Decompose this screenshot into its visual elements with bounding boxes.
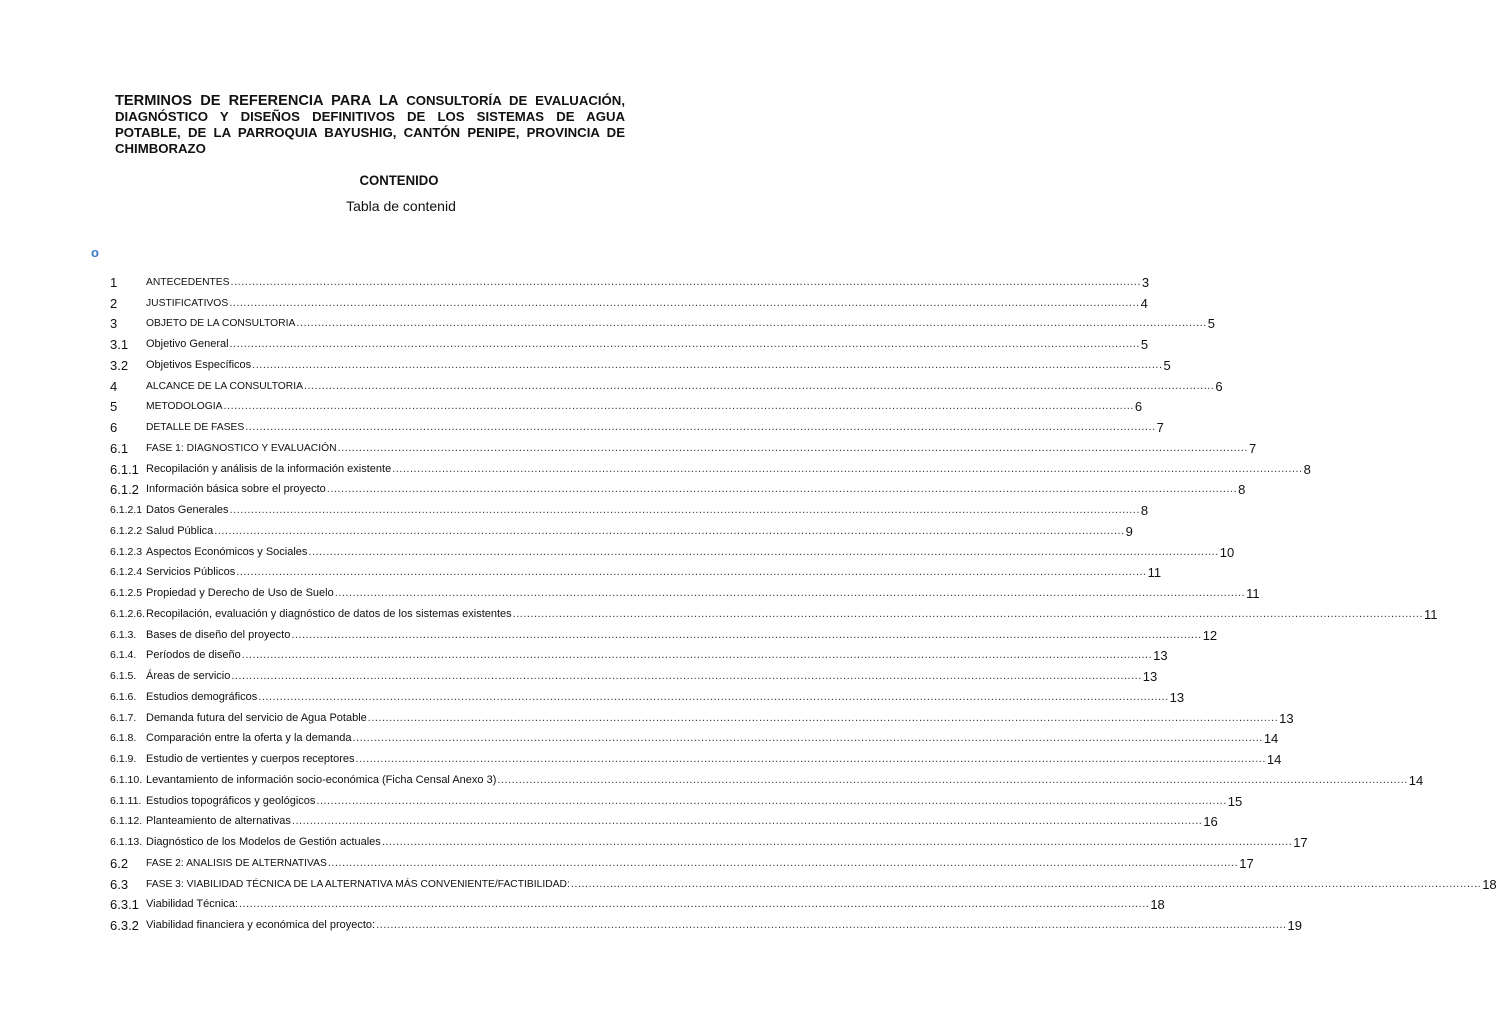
toc-dot-leader xyxy=(296,317,1206,330)
toc-entry-page: 7 xyxy=(1248,440,1257,456)
toc-entry-number: 6.3.1 xyxy=(110,897,139,913)
toc-entry-page: 12 xyxy=(1202,627,1218,643)
toc-entry[interactable] xyxy=(110,662,1158,684)
toc-entry-number: 6.1.10. xyxy=(110,773,143,786)
toc-entry[interactable] xyxy=(110,808,1218,830)
toc-entry[interactable] xyxy=(110,600,1438,622)
toc-entry-title: Bases de diseño del proyecto xyxy=(146,628,291,641)
toc-entry[interactable] xyxy=(110,496,1149,518)
toc-entry-page: 8 xyxy=(1140,503,1149,518)
toc-entry-title: Áreas de servicio xyxy=(146,670,231,682)
toc-entry-number: 3.1 xyxy=(110,337,129,352)
toc-entry[interactable] xyxy=(110,745,1282,767)
toc-entry-number: 6.1.6. xyxy=(110,690,137,703)
toc-entry[interactable] xyxy=(110,434,1257,456)
toc-entry-number: 6.1.9. xyxy=(110,753,137,765)
toc-entry-number: 6.1.2 xyxy=(110,482,139,498)
toc-entry-page: 17 xyxy=(1239,855,1254,871)
toc-entry-title: Estudios topográficos y geológicos xyxy=(146,794,316,807)
toc-entry-title: Recopilación, evaluación y diagnóstico de datos de los sistemas existentes xyxy=(146,607,512,620)
toc-dot-leader xyxy=(242,649,1152,662)
toc-dot-leader xyxy=(291,629,1201,642)
toc-entry-title: ANTECEDENTES xyxy=(146,276,230,288)
toc-entry-page: 13 xyxy=(1142,669,1158,684)
title-part-1: TERMINOS DE REFERENCIA PARA LA xyxy=(115,93,399,109)
toc-entry-title: Objetivo General xyxy=(146,338,229,350)
toc-dot-leader xyxy=(304,380,1214,393)
toc-entry[interactable] xyxy=(110,268,1150,290)
toc-entry[interactable] xyxy=(110,787,1243,809)
toc-entry-page: 13 xyxy=(1153,648,1168,664)
toc-entry-title: Viabilidad Técnica: xyxy=(146,898,238,911)
toc-entry-title: FASE 3: VIABILIDAD TÉCNICA DE LA ALTERNATIVA MÁS CONVENIENTE/FACTIBILIDAD: xyxy=(146,878,570,890)
toc-dot-leader xyxy=(382,836,1292,849)
toc-entry-page: 13 xyxy=(1279,710,1294,726)
toc-entry-title: Levantamiento de información socio-económica (Ficha Censal Anexo 3) xyxy=(146,773,497,786)
toc-dot-leader xyxy=(328,857,1238,870)
toc-entry-page: 18 xyxy=(1482,876,1497,892)
toc-entry-title: FASE 2: ANALISIS DE ALTERNATIVAS xyxy=(146,857,327,869)
toc-dot-leader xyxy=(335,587,1245,600)
toc-entry-number: 6.1.2.6. xyxy=(110,607,146,620)
toc-entry[interactable] xyxy=(110,476,1246,498)
toc-entry[interactable] xyxy=(110,725,1279,747)
toc-entry-title: Recopilación y análisis de la información existente xyxy=(146,462,392,475)
toc-entry-title: METODOLOGIA xyxy=(146,401,223,413)
toc-entry-page: 6 xyxy=(1134,399,1143,415)
toc-dot-leader xyxy=(230,504,1140,517)
toc-entry[interactable] xyxy=(110,642,1168,664)
toc-entry-number: 3 xyxy=(110,316,118,332)
toc-entry-page: 11 xyxy=(1147,565,1162,581)
toc-entry-page: 11 xyxy=(1246,586,1260,601)
toc-entry[interactable] xyxy=(110,289,1148,311)
toc-entry-title: ALCANCE DE LA CONSULTORIA xyxy=(146,380,303,392)
toc-entry-number: 6.3 xyxy=(110,876,129,892)
toc-entry[interactable] xyxy=(110,351,1171,373)
toc-dot-leader xyxy=(239,898,1149,911)
toc-entry-title: Servicios Públicos xyxy=(146,566,236,579)
toc-entry-page: 5 xyxy=(1163,357,1171,373)
toc-subheading: Tabla de contenid xyxy=(346,198,456,214)
toc-dot-leader xyxy=(252,359,1162,372)
toc-entry-number: 6.1.2.5 xyxy=(110,587,143,599)
toc-dot-leader xyxy=(292,815,1202,828)
document-title xyxy=(115,93,625,157)
toc-dot-leader xyxy=(214,525,1124,538)
toc-entry-page: 6 xyxy=(1215,378,1223,394)
toc-entry-page: 3 xyxy=(1141,274,1150,290)
toc-dot-leader xyxy=(258,691,1168,704)
toc-dot-leader xyxy=(308,546,1218,559)
toc-dot-leader xyxy=(230,338,1140,351)
toc-dot-leader xyxy=(513,608,1423,621)
toc-entry-number: 6.1.2.3 xyxy=(110,545,143,558)
toc-dot-leader xyxy=(316,795,1226,808)
toc-entry-number: 3.2 xyxy=(110,357,129,373)
toc-entry-page: 17 xyxy=(1293,835,1308,850)
toc-entry-title: Demanda futura del servicio de Agua Potable xyxy=(146,711,367,724)
toc-entry-number: 6.1.2.2 xyxy=(110,524,143,537)
toc-entry-number: 6.1 xyxy=(110,440,129,456)
toc-entry-number: 6.1.4. xyxy=(110,649,137,662)
toc-entry[interactable] xyxy=(110,849,1254,871)
toc-entry-page: 15 xyxy=(1227,793,1243,809)
toc-entry[interactable] xyxy=(110,766,1424,788)
toc-entry[interactable] xyxy=(110,330,1149,352)
toc-dot-leader xyxy=(368,712,1278,725)
toc-entry[interactable] xyxy=(110,372,1223,394)
toc-entry-page: 10 xyxy=(1219,544,1235,560)
toc-entry[interactable] xyxy=(110,393,1143,415)
contents-heading-block xyxy=(0,172,768,214)
toc-entry-title: Aspectos Económicos y Sociales xyxy=(146,545,308,558)
toc-entry-title: Datos Generales xyxy=(146,504,229,516)
toc-entry-page: 11 xyxy=(1424,606,1438,622)
toc-entry-page: 5 xyxy=(1140,337,1149,352)
toc-dot-leader xyxy=(231,276,1141,289)
toc-entry-title: Estudio de vertientes y cuerpos receptores xyxy=(146,753,355,765)
toc-dot-leader xyxy=(356,753,1266,766)
toc-dot-leader xyxy=(229,297,1139,310)
toc-entry-number: 4 xyxy=(110,378,118,394)
toc-entry-number: 1 xyxy=(110,274,118,290)
toc-entry-page: 19 xyxy=(1287,918,1302,933)
toc-dot-leader xyxy=(338,442,1248,455)
toc-entry-number: 6.1.8. xyxy=(110,732,137,745)
toc-entry-title: Estudios demográficos xyxy=(146,690,258,703)
toc-entry[interactable] xyxy=(110,621,1218,643)
toc-entry-title: Propiedad y Derecho de Uso de Suelo xyxy=(146,587,334,599)
toc-entry-page: 18 xyxy=(1150,897,1165,913)
toc-entry-number: 6.3.2 xyxy=(110,918,139,933)
toc-entry-title: Viabilidad financiera y económica del proyecto: xyxy=(146,919,376,931)
toc-entry-page: 8 xyxy=(1238,482,1246,498)
toc-entry-title: DETALLE DE FASES xyxy=(146,422,245,433)
toc-dot-leader xyxy=(571,878,1481,891)
toc-entry[interactable] xyxy=(110,683,1185,705)
toc-entry-title: Objetivos Específicos xyxy=(146,358,252,371)
toc-entry-number: 6.1.13. xyxy=(110,836,143,848)
toc-entry[interactable] xyxy=(110,870,1497,892)
toc-entry[interactable] xyxy=(110,310,1215,332)
toc-entry-number: 6.1.2.4 xyxy=(110,566,143,579)
toc-entry-number: 2 xyxy=(110,295,118,311)
toc-entry-title: Planteamiento de alternativas xyxy=(146,815,291,828)
toc-entry-title: Comparación entre la oferta y la demanda xyxy=(146,732,352,745)
toc-entry[interactable] xyxy=(110,517,1133,539)
stray-character: o xyxy=(91,245,99,260)
toc-entry-page: 4 xyxy=(1140,295,1148,311)
toc-entry[interactable] xyxy=(110,559,1162,581)
toc-entry[interactable] xyxy=(110,911,1302,933)
toc-entry-number: 6.1.11. xyxy=(110,794,142,807)
toc-entry-page: 9 xyxy=(1125,523,1133,539)
toc-entry[interactable] xyxy=(110,579,1260,601)
toc-entry-page: 5 xyxy=(1207,316,1215,332)
title-part-2: CONSULTORÍA DE EVALUACIÓN, DIAGNÓSTICO Y DISEÑOS DEFINITIVOS DE LOS SISTEMAS DE AGUA POTABLE, DE LA PARROQUIA BAYUSHIG, CANTÓN PENIPE, PROVINCIA DE CHIMBORAZO xyxy=(115,93,625,156)
toc-entry[interactable] xyxy=(110,455,1311,477)
toc-entry-page: 16 xyxy=(1203,814,1218,830)
toc-entry-number: 5 xyxy=(110,399,118,415)
toc-dot-leader xyxy=(231,670,1141,683)
toc-dot-leader xyxy=(327,483,1237,496)
table-of-contents xyxy=(110,268,1497,933)
toc-entry[interactable] xyxy=(110,828,1308,850)
toc-entry-number: 6 xyxy=(110,420,118,435)
toc-entry-number: 6.1.12. xyxy=(110,815,143,828)
toc-entry-number: 6.1.1 xyxy=(110,461,139,477)
toc-entry[interactable] xyxy=(110,704,1294,726)
toc-entry-title: JUSTIFICATIVOS xyxy=(146,297,229,309)
toc-dot-leader xyxy=(497,774,1407,787)
toc-entry-page: 13 xyxy=(1169,689,1185,705)
toc-entry-title: Información básica sobre el proyecto xyxy=(146,483,326,496)
toc-entry-title: Períodos de diseño xyxy=(146,649,241,662)
toc-entry-page: 14 xyxy=(1408,772,1424,788)
toc-entry-number: 6.1.5. xyxy=(110,670,137,682)
toc-entry[interactable] xyxy=(110,891,1165,913)
toc-entry-page: 8 xyxy=(1303,461,1311,477)
toc-entry-page: 14 xyxy=(1266,752,1282,767)
toc-entry-number: 6.1.2.1 xyxy=(110,504,143,516)
toc-dot-leader xyxy=(223,400,1133,413)
toc-entry[interactable] xyxy=(110,413,1164,435)
toc-entry-page: 14 xyxy=(1263,731,1279,747)
contents-heading: CONTENIDO xyxy=(359,172,439,188)
toc-dot-leader xyxy=(352,732,1262,745)
toc-entry-number: 6.1.7. xyxy=(110,711,137,724)
toc-entry-number: 6.2 xyxy=(110,855,129,871)
toc-dot-leader xyxy=(392,463,1302,476)
toc-dot-leader xyxy=(245,421,1155,434)
toc-entry-title: FASE 1: DIAGNOSTICO Y EVALUACIÓN xyxy=(146,442,337,454)
toc-dot-leader xyxy=(376,919,1286,932)
toc-entry-title: Salud Pública xyxy=(146,524,214,537)
toc-entry-title: OBJETO DE LA CONSULTORIA xyxy=(146,318,296,330)
toc-entry[interactable] xyxy=(110,538,1235,560)
toc-entry-title: Diagnóstico de los Modelos de Gestión actuales xyxy=(146,836,381,848)
toc-entry-page: 7 xyxy=(1156,420,1164,435)
toc-entry-number: 6.1.3. xyxy=(110,628,137,641)
toc-dot-leader xyxy=(236,566,1146,579)
